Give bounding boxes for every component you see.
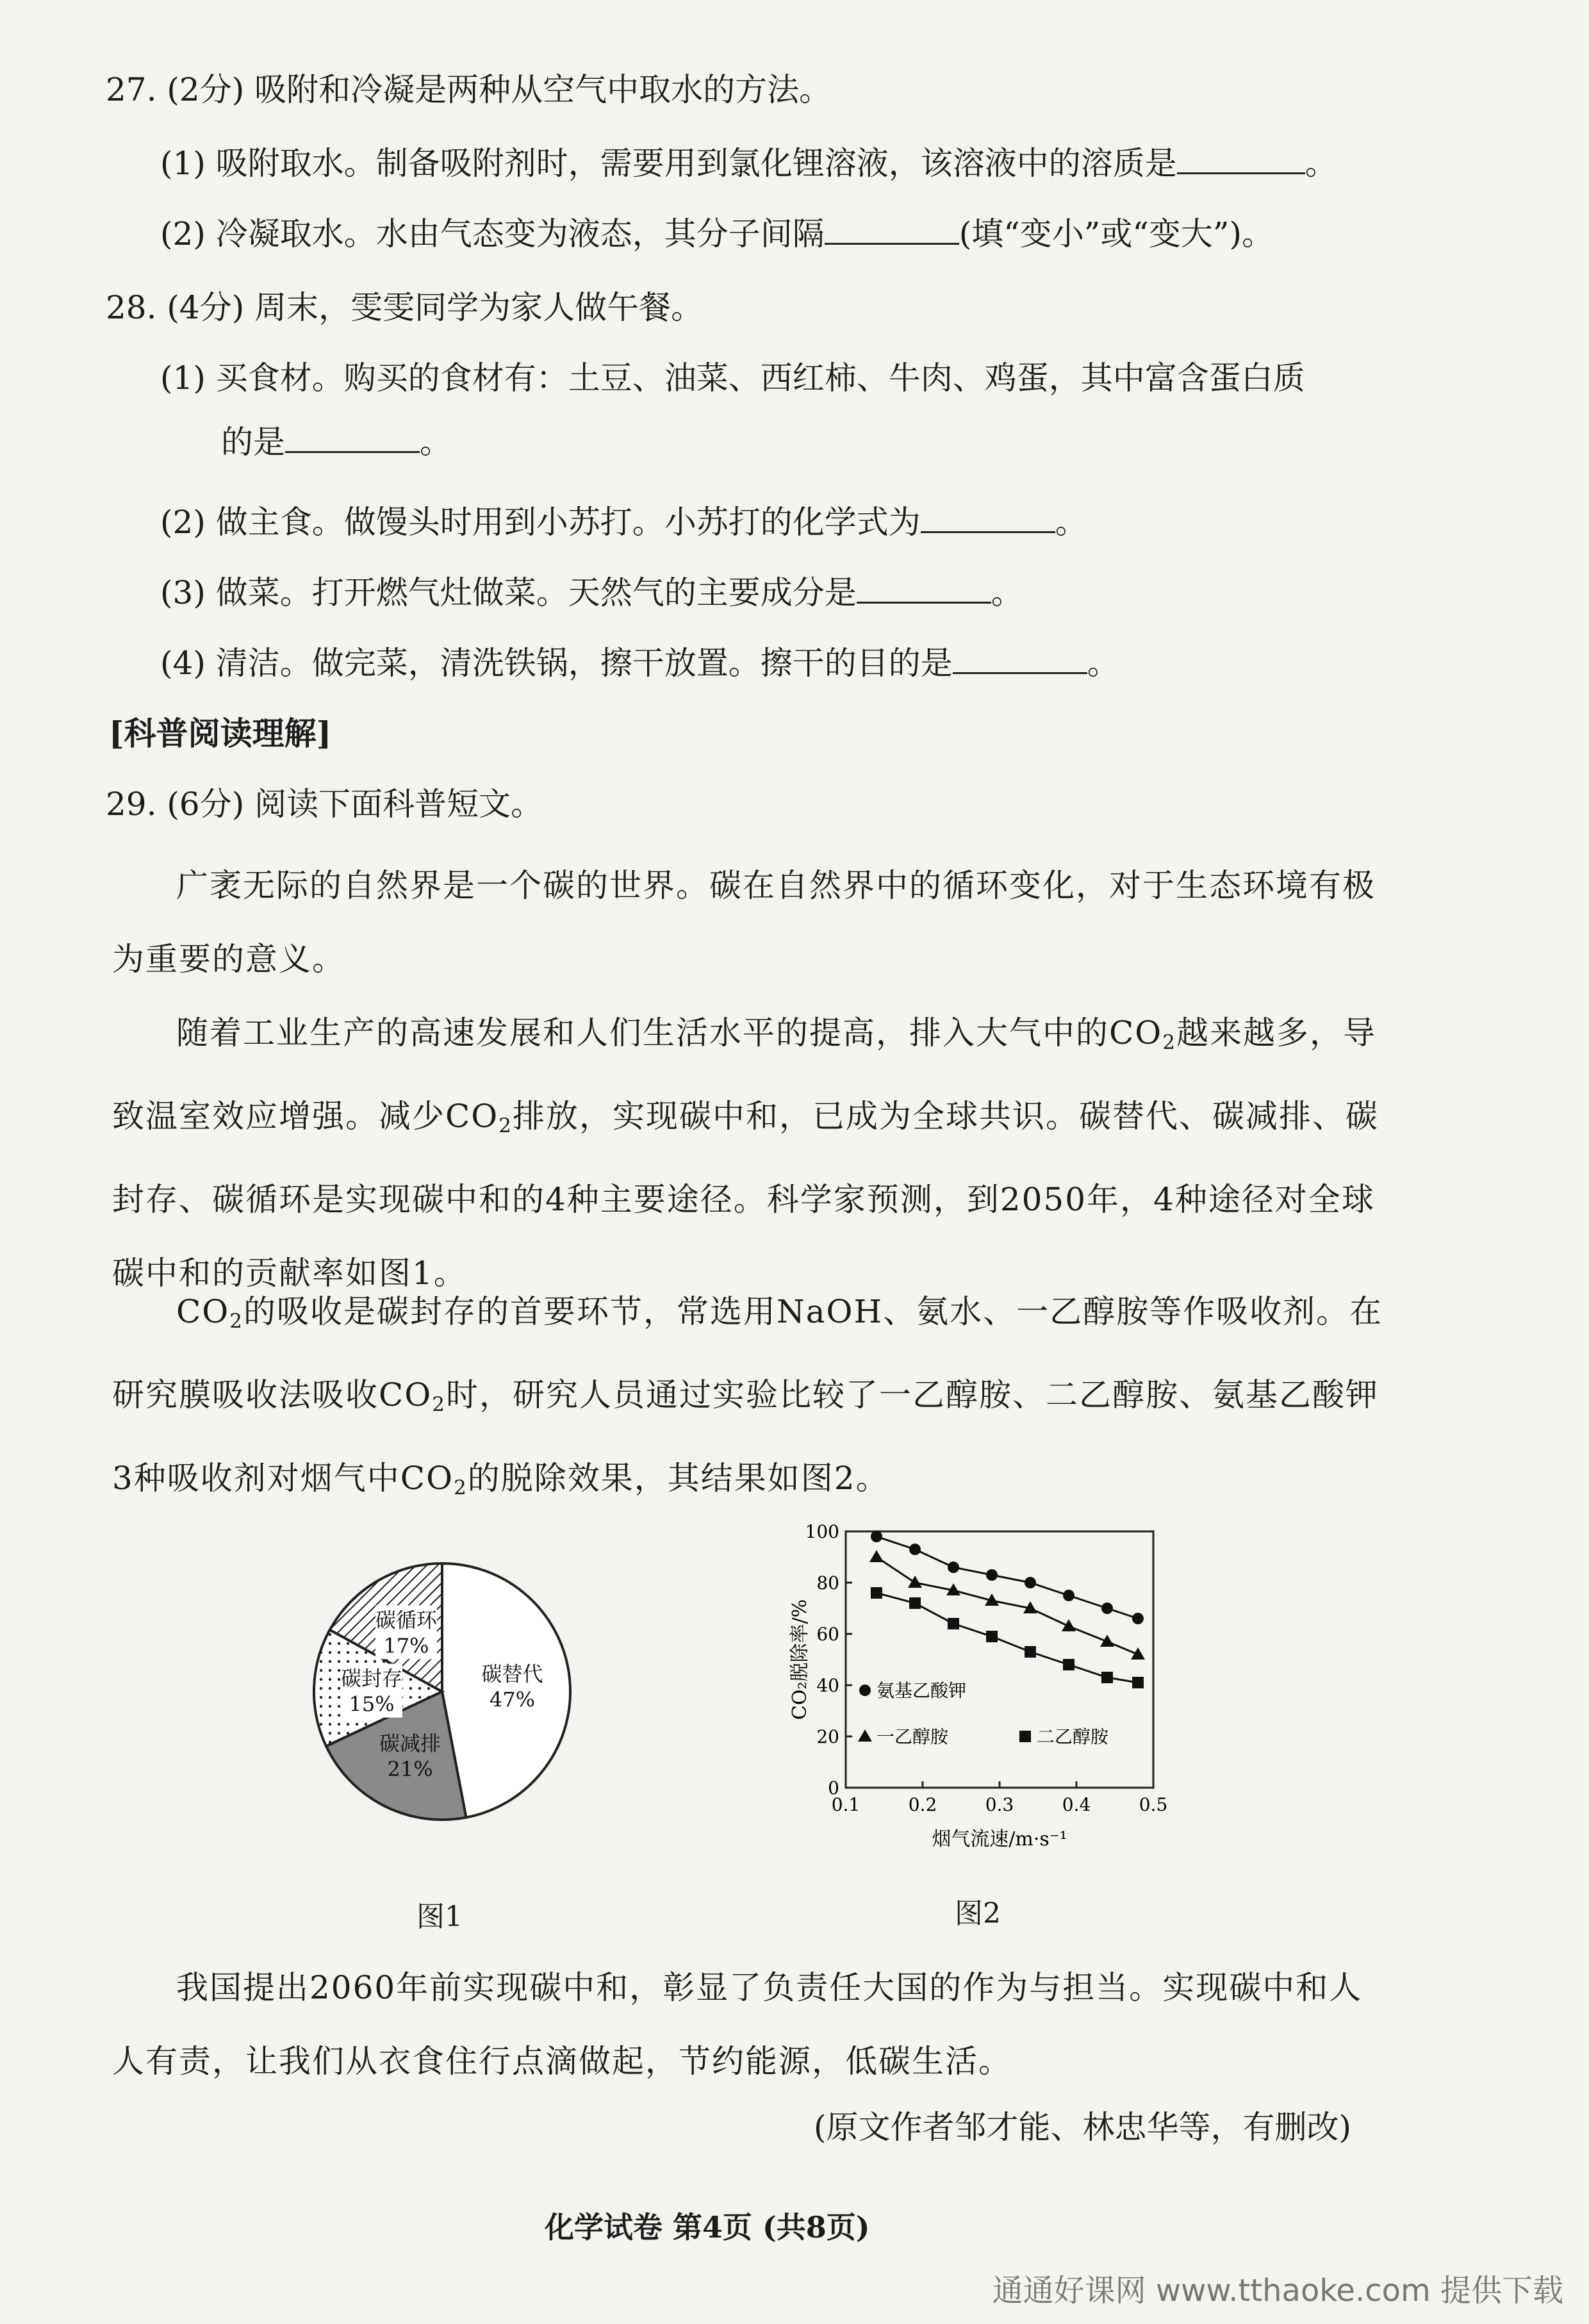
x-tick-label: 0.1 — [831, 1794, 860, 1815]
pie-slice-label: 碳减排 — [379, 1731, 441, 1756]
x-axis-label: 烟气流速/m·s⁻¹ — [932, 1828, 1067, 1850]
answer-blank[interactable] — [953, 644, 1087, 674]
pie-slice-value: 17% — [383, 1633, 429, 1658]
data-point — [1019, 1731, 1031, 1742]
source-note: (原文作者邹才能、林忠华等，有删改) — [814, 2109, 1352, 2146]
x-tick-label: 0.2 — [908, 1794, 937, 1815]
legend-label: 氨基乙酸钾 — [877, 1680, 967, 1701]
legend-label: 二乙醇胺 — [1037, 1726, 1109, 1747]
pie-slice-value: 15% — [349, 1692, 395, 1717]
q27-heading: 27. (2分) 吸附和冷凝是两种从空气中取水的方法。 — [106, 71, 832, 108]
data-point — [908, 1576, 922, 1588]
data-point — [871, 1531, 882, 1542]
answer-blank[interactable] — [857, 573, 991, 604]
data-point — [1063, 1590, 1074, 1601]
answer-blank[interactable] — [825, 215, 959, 245]
q29-paragraph-3: $CO_2$的吸收是碳封存的首要环节，常选用NaOH、氨水、一乙醇胺等作吸收剂。在研究膜吸收法吸收$CO_2$时，研究人员通过实验比较了一乙醇胺、二乙醇胺、氨基乙酸钾3种吸收剂对烟气中$CO_2$的脱除效果，其结果如图2。 — [112, 1293, 1383, 1499]
q27-part1: (1) 吸附取水。制备吸附剂时，需要用到氯化锂溶液，该溶液中的溶质是 。 — [160, 145, 1337, 182]
y-tick-label: 80 — [816, 1572, 839, 1594]
answer-blank[interactable] — [1177, 144, 1305, 174]
figure-1-caption: 图1 — [416, 1900, 463, 1933]
legend-label: 一乙醇胺 — [877, 1726, 949, 1747]
q28-part1-line1: (1) 买食材。购买的食材有：土豆、油菜、西红柿、牛肉、鸡蛋，其中富含蛋白质 — [160, 359, 1305, 397]
data-point — [1063, 1659, 1074, 1670]
plot-frame — [846, 1531, 1153, 1788]
figure-2-line-chart — [782, 1512, 1230, 1871]
pie-slice-value: 21% — [387, 1757, 433, 1782]
data-point — [871, 1587, 882, 1599]
answer-blank[interactable] — [921, 503, 1055, 533]
figure-1-pie-chart — [308, 1531, 628, 1890]
page-footer: 化学试卷 第4页 (共8页) — [545, 2210, 870, 2245]
y-tick-label: 20 — [816, 1726, 839, 1747]
q29-paragraph-1: 广袤无际的自然界是一个碳的世界。碳在自然界中的循环变化，对于生态环境有极为重要的意义。 — [112, 867, 1376, 978]
data-point — [859, 1685, 871, 1696]
y-tick-label: 60 — [816, 1624, 839, 1645]
data-point — [948, 1562, 959, 1573]
data-point — [1132, 1677, 1144, 1688]
y-tick-label: 100 — [805, 1521, 839, 1542]
pie-slice-label: 碳循环 — [375, 1608, 438, 1633]
data-point — [986, 1631, 998, 1642]
data-point — [1101, 1672, 1113, 1683]
q28-heading: 28. (4分) 周末，雯雯同学为家人做午餐。 — [106, 289, 704, 326]
section-title: [科普阅读理解] — [109, 714, 332, 752]
data-point — [986, 1569, 998, 1581]
data-point — [909, 1544, 921, 1555]
watermark: 通通好课网 www.tthaoke.com 提供下载 — [992, 2273, 1563, 2309]
x-tick-label: 0.5 — [1139, 1794, 1168, 1815]
q28-part1-line2: 的是 。 — [221, 424, 452, 461]
data-point — [858, 1729, 872, 1742]
q29-heading: 29. (6分) 阅读下面科普短文。 — [106, 786, 543, 823]
q27-part2: (2) 冷凝取水。水由气态变为液态，其分子间隔 (填“变小”或“变大”)。 — [160, 215, 1274, 252]
q28-part4: (4) 清洁。做完菜，清洗铁锅，擦干放置。擦干的目的是 。 — [160, 645, 1119, 682]
figure-2-caption: 图2 — [955, 1897, 1001, 1930]
data-point — [1101, 1603, 1113, 1614]
data-point — [909, 1597, 921, 1609]
data-point — [1025, 1577, 1036, 1588]
pie-slice-label: 碳替代 — [481, 1661, 543, 1686]
y-axis-label: CO₂脱除率/% — [789, 1599, 811, 1720]
answer-blank[interactable] — [285, 423, 420, 453]
pie-slice-label: 碳封存 — [341, 1666, 403, 1691]
data-point — [1132, 1613, 1144, 1624]
data-point — [948, 1618, 959, 1629]
data-point — [869, 1550, 884, 1562]
data-point — [1131, 1647, 1145, 1660]
pie-slice-value: 47% — [489, 1687, 536, 1712]
x-tick-label: 0.4 — [1062, 1794, 1091, 1815]
q28-part2: (2) 做主食。做馒头时用到小苏打。小苏打的化学式为 。 — [160, 504, 1087, 541]
data-point — [1025, 1646, 1036, 1658]
q29-paragraph-4: 我国提出2060年前实现碳中和，彰显了负责任大国的作为与担当。实现碳中和人人有责，让我们从衣食住行点滴做起，节约能源，低碳生活。 — [112, 1969, 1363, 2080]
x-tick-label: 0.3 — [985, 1794, 1014, 1815]
y-tick-label: 0 — [828, 1777, 839, 1799]
q29-paragraph-2: 随着工业生产的高速发展和人们生活水平的提高，排入大气中的$CO_2$越来越多，导致温室效应增强。减少$CO_2$排放，实现碳中和，已成为全球共识。碳替代、碳减排、碳封存、碳循环是实现碳中和的4种主要途径。科学家预测，到2050年，4种途径对全球碳中和的贡献率如图1。 — [112, 1014, 1379, 1292]
q28-part3: (3) 做菜。打开燃气灶做菜。天然气的主要成分是 。 — [160, 574, 1023, 611]
y-tick-label: 40 — [816, 1675, 839, 1696]
data-point — [1062, 1619, 1076, 1631]
